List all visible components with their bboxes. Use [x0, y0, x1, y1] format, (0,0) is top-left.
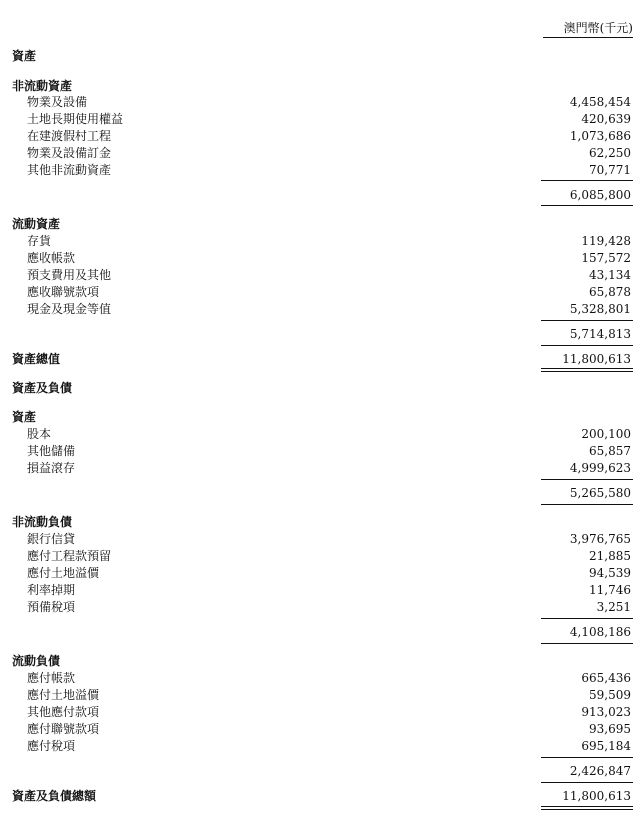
row-value: 695,184	[581, 739, 631, 753]
row-value: 59,509	[589, 688, 631, 702]
table-row	[0, 738, 643, 755]
row-value: 93,695	[589, 722, 631, 736]
row-value: 3,251	[596, 600, 631, 614]
table-row	[0, 111, 643, 128]
section-title-row	[0, 48, 643, 65]
row-value: 157,572	[581, 251, 631, 265]
currency-unit: 澳門幣(千元)	[563, 21, 633, 35]
table-row	[0, 128, 643, 145]
row-label: 股本	[27, 427, 52, 441]
subtotal-rule	[541, 782, 633, 783]
table-row	[0, 94, 643, 111]
row-label: 預備稅項	[27, 600, 76, 614]
subtotal-row	[0, 763, 643, 780]
row-value: 665,436	[581, 671, 631, 685]
table-row	[0, 531, 643, 548]
total-assets-value: 11,800,613	[562, 352, 631, 366]
table-row	[0, 233, 643, 250]
subtotal-rule	[541, 504, 633, 505]
section-heading-row	[0, 653, 643, 670]
section-title-row	[0, 380, 643, 397]
table-row	[0, 426, 643, 443]
table-row	[0, 267, 643, 284]
row-label: 應收聯號款項	[27, 285, 100, 299]
row-label: 其他非流動資產	[27, 163, 112, 177]
row-value: 4,999,623	[569, 461, 631, 475]
row-label: 其他儲備	[27, 444, 76, 458]
row-label: 其他應付款項	[27, 705, 100, 719]
equity-heading: 資產	[12, 410, 37, 424]
table-row	[0, 443, 643, 460]
subtotal-value: 5,714,813	[569, 327, 631, 341]
row-value: 5,328,801	[569, 302, 631, 316]
row-value: 3,976,765	[569, 532, 631, 546]
row-value: 913,023	[581, 705, 631, 719]
row-label: 在建渡假村工程	[27, 129, 112, 143]
total-assets-label: 資產總值	[12, 352, 61, 366]
section-heading-row	[0, 514, 643, 531]
row-label: 應付聯號款項	[27, 722, 100, 736]
section-title: 資產	[12, 49, 37, 63]
subtotal-rule	[541, 180, 633, 181]
table-row	[0, 721, 643, 738]
non-current-liabilities-heading: 非流動負債	[12, 515, 73, 529]
table-row	[0, 301, 643, 318]
row-value: 70,771	[589, 163, 631, 177]
row-label: 損益滾存	[27, 461, 76, 475]
total-row	[0, 788, 643, 805]
double-underline	[541, 806, 633, 807]
subtotal-rule	[541, 205, 633, 206]
table-row	[0, 582, 643, 599]
table-row	[0, 599, 643, 616]
row-value: 65,878	[589, 285, 631, 299]
table-row	[0, 162, 643, 179]
row-label: 物業及設備	[27, 95, 88, 109]
current-assets-heading: 流動資產	[12, 217, 61, 231]
row-value: 119,428	[581, 234, 631, 248]
table-row	[0, 565, 643, 582]
row-value: 420,639	[581, 112, 631, 126]
section-heading-row	[0, 216, 643, 233]
row-label: 應付帳款	[27, 671, 76, 685]
row-value: 43,134	[589, 268, 631, 282]
subtotal-rule	[541, 320, 633, 321]
section-heading-row	[0, 409, 643, 426]
row-value: 62,250	[589, 146, 631, 160]
row-label: 現金及現金等值	[27, 302, 112, 316]
subtotal-row	[0, 326, 643, 343]
row-value: 11,746	[589, 583, 631, 597]
double-underline	[541, 368, 633, 369]
subtotal-value: 2,426,847	[569, 764, 631, 778]
table-row	[0, 145, 643, 162]
subtotal-rule	[541, 618, 633, 619]
subtotal-value: 4,108,186	[569, 625, 631, 639]
table-row	[0, 284, 643, 301]
row-value: 200,100	[581, 427, 631, 441]
subtotal-row	[0, 624, 643, 641]
subtotal-value: 6,085,800	[569, 188, 631, 202]
table-row	[0, 704, 643, 721]
table-row	[0, 460, 643, 477]
row-value: 65,857	[589, 444, 631, 458]
subtotal-rule	[541, 345, 633, 346]
row-label: 利率掉期	[27, 583, 76, 597]
subtotal-value: 5,265,580	[569, 486, 631, 500]
row-label: 應付土地溢價	[27, 566, 100, 580]
table-row	[0, 548, 643, 565]
row-label: 應收帳款	[27, 251, 76, 265]
total-equity-liabilities-value: 11,800,613	[562, 789, 631, 803]
row-label: 銀行信貸	[27, 532, 76, 546]
row-label: 土地長期使用權益	[27, 112, 124, 126]
subtotal-rule	[541, 479, 633, 480]
table-row	[0, 670, 643, 687]
row-value: 94,539	[589, 566, 631, 580]
double-underline	[541, 371, 633, 372]
subtotal-row	[0, 187, 643, 204]
row-label: 存貨	[27, 234, 52, 248]
currency-underline	[543, 37, 633, 38]
subtotal-rule	[541, 757, 633, 758]
table-row	[0, 250, 643, 267]
row-value: 21,885	[589, 549, 631, 563]
subtotal-row	[0, 485, 643, 502]
row-value: 1,073,686	[569, 129, 631, 143]
total-row	[0, 351, 643, 368]
non-current-assets-heading: 非流動資產	[12, 79, 73, 93]
subtotal-rule	[541, 643, 633, 644]
total-equity-liabilities-label: 資產及負債總額	[12, 789, 97, 803]
row-label: 預支費用及其他	[27, 268, 112, 282]
table-row	[0, 687, 643, 704]
row-label: 應付工程款預留	[27, 549, 112, 563]
row-label: 應付稅項	[27, 739, 76, 753]
row-label: 應付土地溢價	[27, 688, 100, 702]
row-label: 物業及設備訂金	[27, 146, 112, 160]
row-value: 4,458,454	[569, 95, 631, 109]
section-2-title: 資產及負債	[12, 381, 73, 395]
double-underline	[541, 809, 633, 810]
current-liabilities-heading: 流動負債	[12, 654, 61, 668]
section-heading-row	[0, 78, 643, 95]
